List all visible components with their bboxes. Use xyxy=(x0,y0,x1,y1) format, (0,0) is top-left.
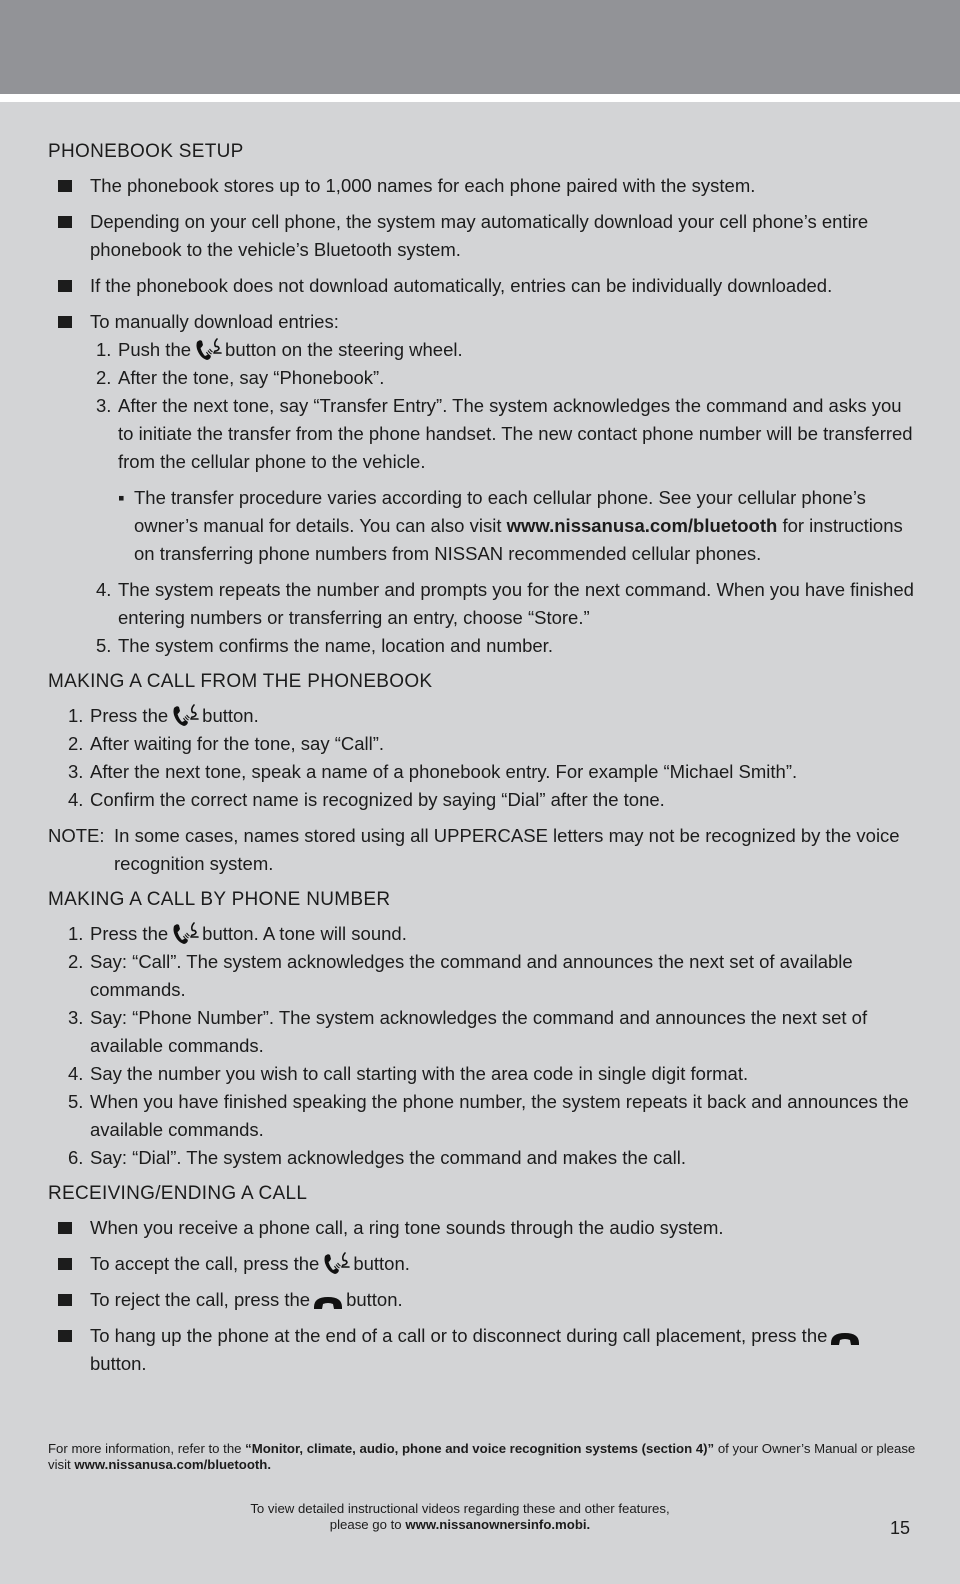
square-bullet-icon xyxy=(58,1330,72,1342)
step-item: 3. After the next tone, say “Transfer Entry”. The system acknowledges the command and asks you to initiate the transfer from the phone handset. The new contact phone number will be transferred from the cellular phone to the vehicle. ▪ The transfer procedure varies according to each cellular phone. See your cellular phone’s owner’s manual for details. You can also visit www.nissanusa.com/bluetooth for instructions on transferring phone numbers from NISSAN recommended cellular phones. xyxy=(90,392,918,568)
note: NOTE: In some cases, names stored using all UPPERCASE letters may not be recognized by the voice recognition system. xyxy=(48,825,900,874)
section-title: MAKING A CALL BY PHONE NUMBER xyxy=(48,889,391,910)
square-bullet-icon xyxy=(58,1222,72,1234)
list-item: To reject the call, press the button. xyxy=(48,1286,918,1314)
list-item: When you receive a phone call, a ring tone sounds through the audio system. xyxy=(48,1214,918,1242)
list-item: To accept the call, press the button. xyxy=(48,1250,918,1278)
step-item: 3. Say: “Phone Number”. The system acknowledges the command and announces the next set of available commands. xyxy=(68,1007,868,1056)
header-band xyxy=(0,0,960,94)
step-item: 2. After waiting for the tone, say “Call”. xyxy=(68,733,385,754)
step-item: 3. After the next tone, speak a name of a phonebook entry. For example “Michael Smith”. xyxy=(68,761,798,782)
bluetooth-link[interactable]: www.nissanusa.com/bluetooth. xyxy=(74,1457,272,1472)
step-item: 2. Say: “Call”. The system acknowledges the command and announces the next set of available commands. xyxy=(68,951,853,1000)
list-item: The phonebook stores up to 1,000 names for each phone paired with the system. xyxy=(48,172,918,200)
phone-voice-icon xyxy=(171,922,199,946)
section-title: RECEIVING/ENDING A CALL xyxy=(48,1183,308,1204)
step-item: 5. When you have finished speaking the phone number, the system repeats it back and announces the available commands. xyxy=(68,1091,909,1140)
receiving-ending-section xyxy=(48,1180,918,1378)
square-bullet-icon xyxy=(58,180,72,192)
list-item: To hang up the phone at the end of a call or to disconnect during call placement, press thebutton. xyxy=(48,1322,918,1378)
section-title: PHONEBOOK SETUP xyxy=(48,141,244,162)
step-item: 4. Say the number you wish to call starting with the area code in single digit format. xyxy=(68,1063,749,1084)
step-item: 2. After the tone, say “Phonebook”. xyxy=(96,367,385,388)
more-info-footnote: For more information, refer to the “Monitor, climate, audio, phone and voice recognition systems (section 4)” of your Owner’s Manual or please visit www.nissanusa.com/bluetooth. xyxy=(48,1441,916,1472)
phone-hangup-icon xyxy=(830,1330,860,1348)
phone-voice-icon xyxy=(194,338,222,362)
call-from-phonebook-section xyxy=(48,668,918,878)
phone-hangup-icon xyxy=(313,1294,343,1312)
sub-bullet: ▪ The transfer procedure varies according to each cellular phone. See your cellular phone’s owner’s manual for details. You can also visit www.nissanusa.com/bluetooth for instructions on transferring phone numbers from NISSAN recommended cellular phones. xyxy=(118,487,903,564)
square-bullet-icon xyxy=(58,1258,72,1270)
square-bullet-icon xyxy=(58,280,72,292)
step-item: 1. Press the button. A tone will sound. xyxy=(68,923,407,944)
phone-voice-icon xyxy=(322,1252,350,1276)
phone-voice-icon xyxy=(171,704,199,728)
list-item: Depending on your cell phone, the system may automatically download your cell phone’s entire phonebook to the vehicle’s Bluetooth system. xyxy=(48,208,918,264)
square-bullet-icon xyxy=(58,216,72,228)
section-title: MAKING A CALL FROM THE PHONEBOOK xyxy=(48,671,433,692)
page-content xyxy=(48,138,918,1386)
header-divider xyxy=(0,94,960,102)
list-item: To manually download entries: 1. Push the button on the steering wheel. 2. After the tone, say “Phonebook”. 3. After the next tone, say “Transfer Entry”. The system acknowledges the command and asks you to initiate the transfer from the phone handset. The new contact phone number will be transferred from the cellular phone to the vehicle. ▪ The transfer procedure varies according to each cellular phone. See your cellular phone’s owner’s manual for details. You can also visit www.nissanusa.com/bluetooth for instructions on transferring phone numbers from NISSAN recommended cellular phones. 4. The system repeats the number and prompts you for the next command. When you have finished entering numbers or transferring an entry, choose “Store.” 5. The system confirms the name, location and number. xyxy=(48,308,918,660)
step-item: 4. The system repeats the number and prompts you for the next command. When you have finished entering numbers or transferring an entry, choose “Store.” xyxy=(96,579,914,628)
square-bullet-icon xyxy=(58,1294,72,1306)
phonebook-setup-section xyxy=(48,138,918,660)
step-item: 5. The system confirms the name, location and number. xyxy=(96,635,553,656)
square-bullet-icon xyxy=(58,316,72,328)
step-item: 1. Push the button on the steering wheel. xyxy=(96,339,463,360)
step-item: 6. Say: “Dial”. The system acknowledges the command and makes the call. xyxy=(68,1147,687,1168)
step-item: 1. Press the button. xyxy=(68,705,259,726)
call-by-number-section xyxy=(48,886,918,1172)
bluetooth-link[interactable]: www.nissanusa.com/bluetooth xyxy=(506,515,778,536)
page-number: 15 xyxy=(890,1518,911,1538)
owners-info-link[interactable]: www.nissanownersinfo.mobi. xyxy=(405,1517,591,1532)
list-item: If the phonebook does not download automatically, entries can be individually downloaded. xyxy=(48,272,918,300)
videos-footer: To view detailed instructional videos regarding these and other features, please go to www.nissanownersinfo.mobi. xyxy=(250,1501,670,1532)
step-item: 4. Confirm the correct name is recognized by saying “Dial” after the tone. xyxy=(68,789,665,810)
